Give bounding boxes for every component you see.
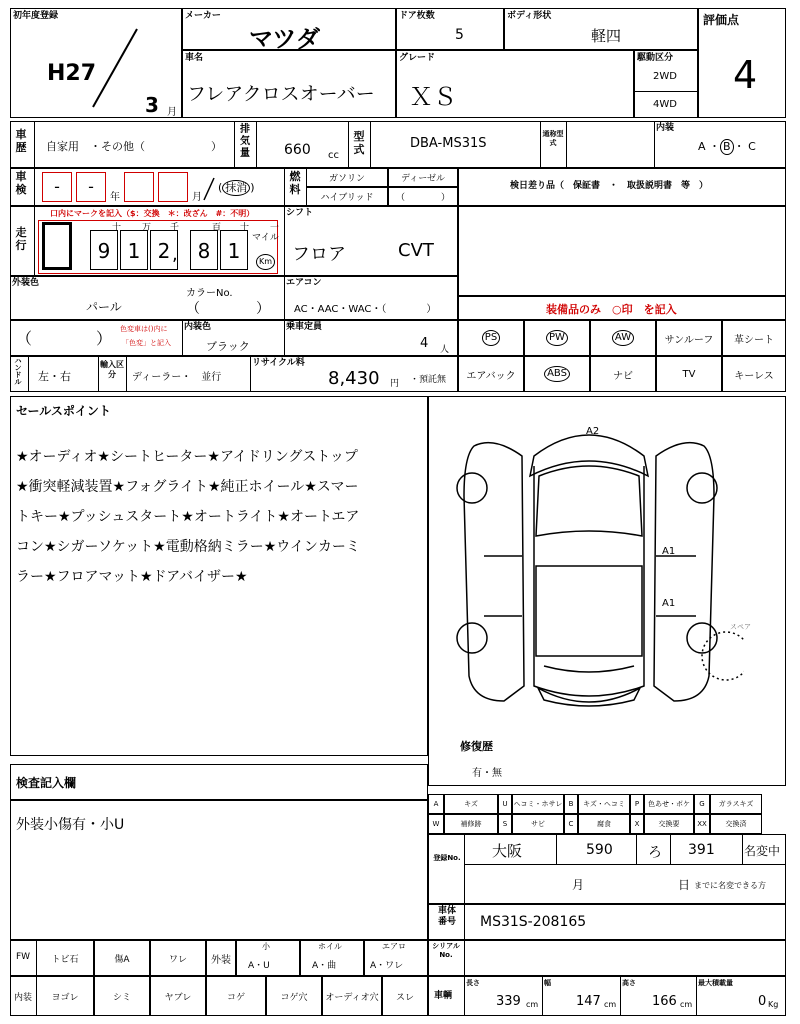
length: 339: [496, 994, 521, 1009]
serial-label: シリアルNo.: [432, 942, 460, 959]
sales-line: ラー★フロアマット★ドアバイザー★: [16, 569, 248, 585]
legend-cell: サビ: [512, 814, 564, 834]
int-color-label: 内装色: [184, 322, 212, 332]
interior-damage-item: スレ: [382, 976, 428, 1016]
legend-cell: 補修跡: [444, 814, 498, 834]
equipment-item: [524, 320, 590, 356]
car-name-label: 車名: [185, 53, 204, 63]
shift-label: シフト: [286, 208, 314, 218]
reg-kana: ろ: [648, 845, 662, 861]
ac-options: AC・AAC・WAC・（ ）: [294, 304, 437, 315]
legend-cell: キズ・ヘコミ: [578, 794, 630, 814]
reg-label: 初年度登録: [13, 11, 59, 21]
fuel-label: 燃料: [289, 170, 301, 196]
score-box: [698, 8, 786, 118]
equipment-label: PS: [482, 330, 500, 346]
repair-value: 有・無: [472, 768, 502, 779]
spare-label: スペア: [730, 623, 751, 631]
legend-cell: キズ: [444, 794, 498, 814]
load-unit: Kg: [768, 1000, 779, 1009]
cc-unit: cc: [328, 150, 339, 161]
interior-damage-item: ヨゴレ: [36, 976, 94, 1016]
interior-a: A: [698, 140, 706, 153]
recycle-unit: 円: [390, 379, 400, 389]
legend-cell: W: [428, 814, 444, 834]
odometer-comma: ,: [172, 244, 178, 265]
recycle-note: ・預託無: [410, 375, 447, 385]
displacement: 660: [284, 142, 311, 158]
equipment-item: [722, 320, 786, 356]
length-unit: cm: [526, 1000, 539, 1009]
fw-label: FW: [16, 952, 31, 962]
sales-label: セールスポイント: [16, 404, 111, 418]
wheel-value: A・曲: [312, 961, 337, 971]
inspection-none-wrap: ( 抹消 ): [218, 181, 255, 194]
legend-cell: C: [564, 814, 578, 834]
model: DBA-MS31S: [410, 136, 487, 151]
interior-c: C: [748, 140, 756, 153]
equipment-item: [458, 320, 524, 356]
wheel-label: ホイル: [318, 942, 342, 951]
month-unit: 月: [192, 192, 202, 203]
deadline-month: 月: [572, 878, 585, 892]
shift-floor: フロア: [292, 244, 346, 265]
height: 166: [652, 994, 677, 1009]
equipment-label: ナビ: [613, 370, 633, 382]
fuel-gasoline: ガソリン: [306, 168, 388, 187]
width-label: 幅: [544, 979, 551, 987]
recycle: 8,430: [328, 368, 380, 389]
legend-cell: 腐食: [578, 814, 630, 834]
reg-no-label: 登録No.: [433, 854, 461, 862]
inspection-month-1: [124, 172, 154, 202]
grade-box: [396, 50, 634, 118]
legend-cell: ガラスキズ: [710, 794, 762, 814]
width: 147: [576, 994, 601, 1009]
load: 0: [758, 994, 767, 1009]
mark-a1-rear: A1: [662, 598, 676, 609]
deadline-note: までに名変できる方: [694, 881, 766, 890]
odometer-digit: 9: [90, 230, 118, 270]
import-label: 輸入区分: [100, 360, 124, 379]
height-unit: cm: [680, 1000, 693, 1009]
capacity-unit: 人: [440, 345, 450, 355]
capacity-label: 乗車定員: [286, 322, 323, 332]
ext-color: パール: [86, 300, 122, 314]
auction-sheet: [10, 8, 786, 1016]
sales-line: トキー★プッシュスタート★オートライト★オートエア: [16, 509, 360, 525]
sales-line: ★衝突軽減装置★フォグライト★純正ホイール★スマー: [16, 479, 359, 495]
odometer-unit: 一: [270, 223, 280, 233]
grade-label: グレード: [399, 53, 436, 63]
checks-note: 外装小傷有・小U: [16, 817, 125, 833]
inspection-era: -: [42, 172, 72, 202]
maker: マツダ: [249, 25, 321, 53]
capacity: 4: [420, 336, 429, 351]
other-color: （ ）: [16, 329, 113, 348]
maker-label: メーカー: [185, 11, 221, 21]
dim-label: 車輌: [434, 991, 453, 1001]
records-area: [458, 206, 786, 296]
length-label: 長さ: [466, 979, 480, 987]
common-model-label: 通称型式: [542, 130, 564, 147]
sales-text: [16, 442, 426, 592]
fw-item: ワレ: [150, 940, 206, 976]
records: 検日差り品（ 保証書 ・ 取扱説明書 等 ）: [510, 181, 709, 191]
body-type: 軽四: [591, 27, 622, 45]
color-no: （ ）: [186, 301, 270, 317]
odometer-digit-empty: [42, 222, 72, 270]
reg-class: 590: [586, 842, 613, 858]
equipment-label: エアバック: [466, 370, 516, 382]
legend-cell: U: [498, 794, 512, 814]
legend-cell: 色あせ・ボケ: [644, 794, 694, 814]
odometer-unit: 十: [112, 223, 122, 233]
equipment-label: TV: [682, 368, 696, 380]
interior-damage-item: コゲ: [206, 976, 266, 1016]
legend-cell: P: [630, 794, 644, 814]
equipment-item: [590, 320, 656, 356]
equipment-label: 革シート: [734, 334, 774, 346]
mark-a1-front: A1: [662, 546, 676, 557]
slash-mark: [89, 27, 141, 109]
inspection-year: -: [76, 172, 106, 202]
checks-label: 検査記入欄: [16, 776, 77, 790]
fuel-other: （ ）: [388, 187, 458, 206]
equipment-item: [590, 356, 656, 392]
small-value: A・U: [248, 961, 270, 971]
legend-cell: B: [564, 794, 578, 814]
drive-box: [634, 50, 698, 118]
vin: MS31S-208165: [480, 914, 587, 930]
ext-label: 外装: [206, 940, 236, 976]
small-label: 小: [262, 942, 270, 951]
equipment-label: サンルーフ: [664, 334, 714, 346]
odometer-unit: 百: [212, 223, 222, 233]
int-color: ブラック: [206, 340, 250, 353]
mark-a2: A2: [586, 426, 600, 437]
deadline-day: 日: [678, 878, 691, 892]
body-box: [504, 8, 698, 50]
mileage-note: 口内にマークを記入（$：交換 ＊：改ざん #：不明）: [50, 209, 255, 218]
reg-area: 大阪: [492, 842, 523, 860]
legend-cell: ヘコミ・ホサレ: [512, 794, 564, 814]
sales-line: ★オーディオ★シートヒーター★アイドリングストップ: [16, 449, 358, 465]
inspection-month-2: [158, 172, 188, 202]
repair-label: 修復歴: [460, 740, 493, 753]
grade: ＸＳ: [409, 83, 457, 111]
interior-damage-item: ヤブレ: [150, 976, 206, 1016]
drive-label: 駆動区分: [637, 53, 674, 63]
aero-value: A・ワレ: [370, 961, 404, 971]
doors-box: [396, 8, 504, 50]
odometer-unit: 万: [142, 223, 152, 233]
odometer-digit: 1: [120, 230, 148, 270]
odometer-digit: 2: [150, 230, 178, 270]
inspection-none: 抹消: [222, 180, 250, 196]
doors-label: ドア枚数: [399, 11, 435, 21]
other-note-2: 「色変」と記入: [122, 339, 171, 347]
year-unit: 年: [110, 192, 120, 203]
grade-score: 4: [733, 53, 758, 97]
fuel-diesel: ディーゼル: [388, 168, 458, 187]
disp-label: 排気量: [240, 124, 250, 159]
aero-label: エアロ: [382, 942, 406, 951]
equipment-item: [524, 356, 590, 392]
car-name-box: [182, 50, 396, 118]
legend-cell: 交換要: [644, 814, 694, 834]
equipment-label: キーレス: [734, 370, 774, 382]
history: 自家用 ・その他（ ）: [46, 140, 222, 153]
import: ディーラー・ 並行: [132, 372, 222, 383]
ext-color-label: 外装色: [12, 278, 40, 288]
equipment-label: AW: [612, 330, 634, 346]
odometer-digit: 8: [190, 230, 218, 270]
mileage-label: 走行: [15, 226, 27, 252]
car-name: フレアクロスオーバー: [187, 83, 375, 105]
doors: 5: [455, 27, 464, 43]
body-label: ボディ形状: [507, 11, 552, 21]
vin-label: 車体番号: [437, 906, 456, 927]
legend-cell: 交換済: [710, 814, 762, 834]
fw-item: トビ石: [36, 940, 94, 976]
height-label: 高さ: [622, 979, 636, 987]
interior-damage-item: シミ: [94, 976, 150, 1016]
odometer-digit: 1: [220, 230, 248, 270]
interior-b: B: [720, 139, 734, 155]
maker-box: [182, 8, 396, 53]
legend-cell: S: [498, 814, 512, 834]
inspection-label: 車検: [15, 170, 27, 196]
equipment-item: [656, 320, 722, 356]
shift-type: CVT: [398, 240, 434, 261]
equip-title: 装備品のみ ○印 を記入: [546, 303, 677, 316]
legend-cell: A: [428, 794, 444, 814]
reg-number: 391: [688, 842, 715, 858]
equipment-item: [458, 356, 524, 392]
fuel-hybrid: ハイブリッド: [306, 187, 388, 206]
int-label: 内装: [14, 993, 33, 1003]
sales-line: コン★シガーソケット★電動格納ミラー★ウインカーミ: [16, 539, 360, 555]
reg-change: 名変中: [744, 844, 781, 858]
legend-cell: XX: [694, 814, 710, 834]
km-label: Km: [256, 254, 275, 270]
load-label: 最大積載量: [698, 979, 733, 987]
reg-month-unit: 月: [167, 107, 177, 118]
equipment-item: [656, 356, 722, 392]
interior-damage-item: オーディオ穴: [322, 976, 382, 1016]
reg-year: H27: [47, 61, 97, 86]
mile-label: マイル: [252, 233, 279, 243]
car-damage-diagram: [434, 416, 744, 716]
equipment-label: ABS: [544, 366, 570, 382]
drive-2wd: 2WD: [653, 71, 677, 82]
equipment-item: [722, 356, 786, 392]
reg-month: 3: [145, 93, 159, 117]
recycle-label: リサイクル料: [252, 358, 305, 368]
drive-4wd: 4WD: [653, 99, 677, 110]
other-note-1: 色変車は()内に: [120, 325, 168, 333]
km-wrap: [256, 254, 275, 270]
handle-label: ハンドル: [14, 357, 22, 386]
fw-item: 傷A: [94, 940, 150, 976]
width-unit: cm: [604, 1000, 617, 1009]
odometer-unit: 千: [170, 223, 180, 233]
legend-cell: X: [630, 814, 644, 834]
registration-date-box: [10, 8, 182, 118]
legend-cell: G: [694, 794, 710, 814]
history-label: 車歴: [15, 128, 27, 154]
interior-damage-item: コゲ穴: [266, 976, 322, 1016]
odometer-unit: 十: [240, 223, 250, 233]
ac-label: エアコン: [286, 278, 322, 288]
model-label: 型式: [353, 130, 365, 156]
handle: 左・右: [38, 370, 71, 383]
serial-box: [428, 940, 786, 976]
color-no-label: カラーNo.: [186, 288, 233, 299]
slash-small: [202, 176, 216, 202]
interior-grade-options: A ・ B ・ C: [698, 140, 756, 153]
interior-label: 内装: [656, 123, 675, 133]
score-label: 評価点: [703, 13, 740, 27]
equipment-label: PW: [546, 330, 568, 346]
